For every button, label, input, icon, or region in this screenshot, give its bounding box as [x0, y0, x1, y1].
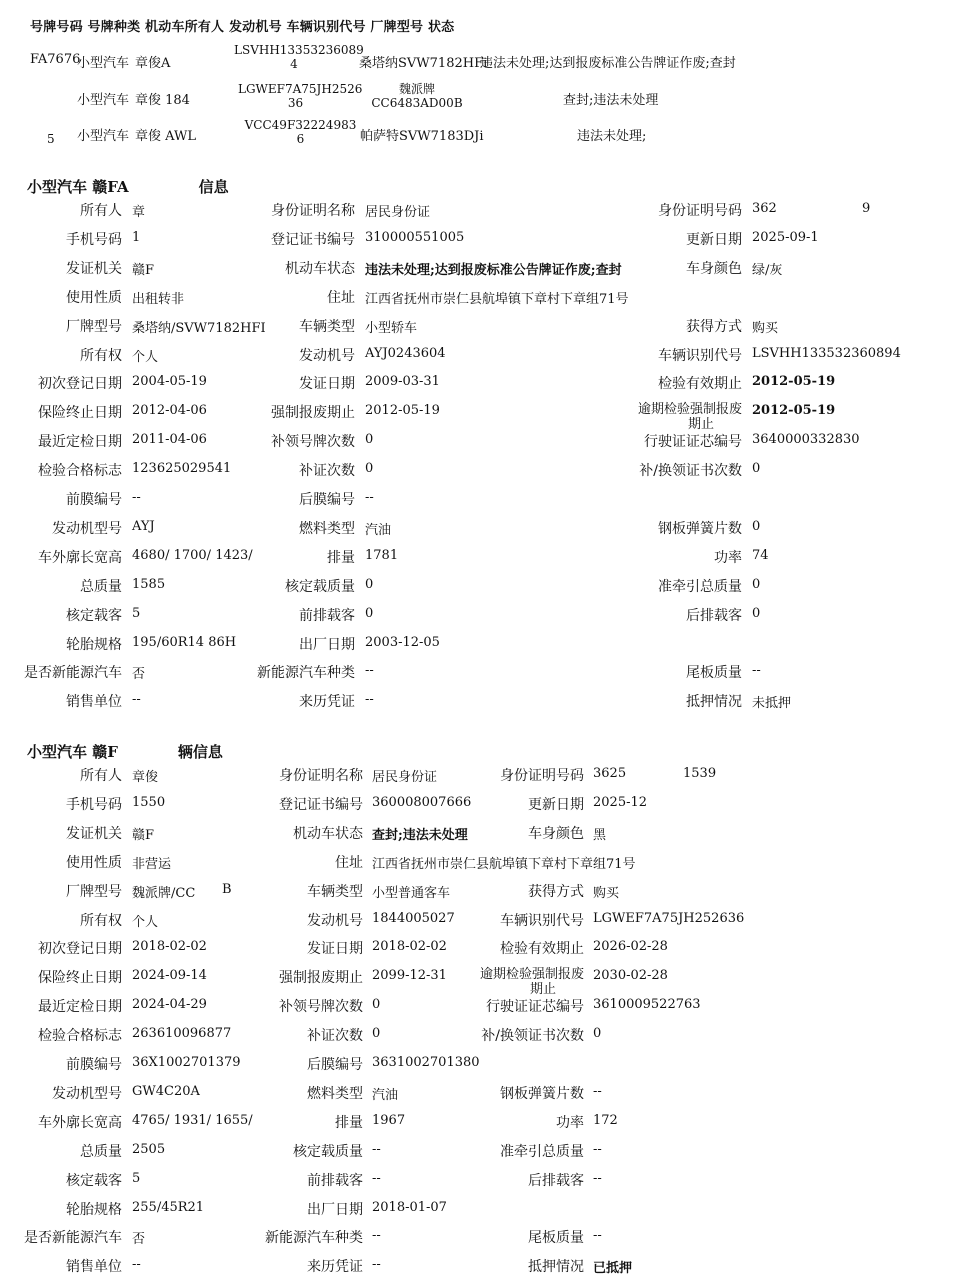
field-label: 检验有效期止 — [500, 941, 584, 958]
field-value: -- — [372, 1228, 381, 1244]
field-value: B — [222, 881, 232, 897]
field-label: 身份证明号码 — [658, 203, 742, 219]
field-label: 厂牌型号 — [66, 318, 122, 335]
field-label: 后膜编号 — [299, 492, 355, 508]
field-label: 机动车状态 — [285, 260, 355, 277]
field-label: 新能源汽车种类 — [257, 665, 355, 682]
field-value: 黑 — [593, 827, 607, 843]
field-label: 发动机型号 — [52, 1085, 122, 1102]
field-label: 补领号牌次数 — [279, 999, 363, 1016]
field-value: 1585 — [132, 576, 166, 592]
field-label: 强制报废期止 — [271, 405, 355, 422]
field-value: 桑塔纳/SVW7182HFI — [132, 320, 266, 336]
summary-owner: 章俊 184 — [135, 93, 190, 108]
field-value: 2011-04-06 — [132, 432, 207, 448]
field-label: 所有权 — [80, 347, 122, 364]
field-value: 3631002701380 — [372, 1055, 480, 1070]
field-value: 4765/ 1931/ 1655/ — [132, 1112, 253, 1128]
field-label: 销售单位 — [66, 1259, 122, 1276]
field-label: 初次登记日期 — [38, 376, 122, 393]
field-value: LGWEF7A75JH252636 — [593, 910, 745, 926]
field-label: 行驶证证芯编号 — [486, 999, 584, 1016]
field-label: 补/换领证书次数 — [639, 463, 742, 480]
field-label: 更新日期 — [686, 231, 742, 248]
field-value: 0 — [365, 432, 374, 448]
field-value: 0 — [372, 1026, 381, 1042]
field-value: 出租转非 — [132, 291, 185, 307]
field-value: 3625 — [593, 766, 627, 781]
field-label: 发动机号 — [307, 912, 363, 929]
field-label: 车辆识别代号 — [500, 912, 584, 929]
field-label: 发动机号 — [299, 347, 355, 364]
field-label: 尾板质量 — [528, 1230, 584, 1247]
field-label: 发证日期 — [299, 376, 355, 393]
field-label: 补证次数 — [299, 463, 355, 480]
field-value: 2012-05-19 — [365, 403, 440, 419]
field-value: 2505 — [132, 1141, 166, 1157]
field-label: 住址 — [327, 289, 355, 306]
field-label: 准牵引总质量 — [500, 1143, 584, 1160]
field-value: -- — [372, 1141, 381, 1157]
field-value: 绿/灰 — [752, 262, 783, 278]
field-value: 1844005027 — [372, 910, 455, 926]
field-value: 汽油 — [365, 522, 392, 538]
field-label: 来历凭证 — [307, 1259, 363, 1276]
field-value: 2012-05-19 — [752, 374, 836, 390]
field-label: 登记证书编号 — [271, 231, 355, 248]
field-value: 0 — [365, 461, 374, 477]
field-value: 否 — [132, 1232, 146, 1248]
field-value: 魏派牌/CC — [132, 885, 196, 901]
field-label: 后膜编号 — [307, 1057, 363, 1073]
field-label: 检验合格标志 — [38, 463, 122, 480]
field-label: 手机号码 — [66, 796, 122, 813]
field-label: 是否新能源汽车 — [24, 665, 122, 682]
field-value: AYJ — [132, 518, 155, 534]
field-value: AYJ0243604 — [365, 345, 446, 361]
field-label: 身份证明号码 — [500, 768, 584, 784]
field-label: 更新日期 — [528, 796, 584, 813]
field-label: 登记证书编号 — [279, 796, 363, 813]
field-label: 前膜编号 — [66, 1057, 122, 1073]
field-label: 所有人 — [80, 203, 122, 219]
field-value: 362 — [752, 201, 777, 216]
field-label: 保险终止日期 — [38, 970, 122, 987]
summary-vin: LSVHH13353236089 4 — [234, 43, 364, 71]
field-label: 轮胎规格 — [66, 636, 122, 653]
field-value: 2099-12-31 — [372, 968, 447, 984]
field-label: 出厂日期 — [307, 1201, 363, 1218]
field-label: 抵押情况 — [528, 1259, 584, 1276]
field-label: 车辆识别代号 — [658, 347, 742, 364]
summary-type: 小型汽车 — [77, 93, 130, 108]
field-value: -- — [372, 1257, 381, 1273]
field-value: 263610096877 — [132, 1026, 232, 1042]
field-label: 身份证明名称 — [279, 768, 363, 784]
field-label: 手机号码 — [66, 231, 122, 248]
field-label: 钢板弹簧片数 — [658, 520, 742, 537]
field-label: 后排载客 — [686, 607, 742, 624]
summary-type: 小型汽车 — [77, 56, 130, 71]
field-value: 居民身份证 — [365, 205, 431, 220]
field-label: 发证日期 — [307, 941, 363, 958]
field-value: 2003-12-05 — [365, 634, 440, 650]
field-value: 5 — [132, 605, 141, 621]
field-label: 轮胎规格 — [66, 1201, 122, 1218]
field-label: 车辆类型 — [299, 318, 355, 335]
field-label: 最近定检日期 — [38, 434, 122, 451]
field-value: 2024-09-14 — [132, 968, 207, 984]
field-label: 逾期检验强制报废 期止 — [637, 402, 742, 433]
field-label: 所有人 — [80, 768, 122, 784]
field-label: 核定载客 — [66, 607, 122, 624]
field-label: 检验合格标志 — [38, 1028, 122, 1045]
field-label: 住址 — [335, 854, 363, 871]
section-title: 小型汽车 赣F 辆信息 — [27, 743, 223, 761]
field-value: 查封;违法未处理 — [372, 827, 468, 843]
field-label: 发证机关 — [66, 825, 122, 842]
field-value: 0 — [752, 518, 761, 534]
summary-owner: 章俊A — [135, 56, 171, 71]
field-value: 2024-04-29 — [132, 997, 207, 1013]
field-label: 最近定检日期 — [38, 999, 122, 1016]
field-label: 前膜编号 — [66, 492, 122, 508]
field-label: 来历凭证 — [299, 694, 355, 711]
field-value: -- — [593, 1141, 602, 1157]
field-value: 1 — [132, 229, 141, 245]
field-value: 小型普通客车 — [372, 885, 451, 901]
field-label: 核定载质量 — [293, 1143, 363, 1160]
field-value: 2030-02-28 — [593, 968, 668, 984]
field-value: 2009-03-31 — [365, 374, 440, 390]
field-value: 个人 — [132, 349, 159, 365]
field-value: -- — [365, 490, 374, 505]
field-label: 尾板质量 — [686, 665, 742, 682]
field-value: 0 — [752, 605, 761, 621]
field-label: 补领号牌次数 — [271, 434, 355, 451]
field-value: -- — [593, 1083, 602, 1099]
field-label: 排量 — [327, 549, 355, 566]
field-label: 燃料类型 — [299, 520, 355, 537]
summary-status: 查封;违法未处理 — [563, 93, 659, 108]
table-header: 号牌号码 号牌种类 机动车所有人 发动机号 车辆识别代号 厂牌型号 状态 — [30, 20, 455, 35]
field-value: 1781 — [365, 547, 399, 563]
field-value: 违法未处理;达到报废标准公告牌证作废;查封 — [365, 262, 622, 278]
field-value: 2025-12 — [593, 794, 648, 810]
field-value: 已抵押 — [593, 1261, 633, 1277]
field-value: 255/45R21 — [132, 1199, 205, 1215]
summary-model: 魏派牌 CC6483AD00B — [371, 82, 463, 110]
field-value: 小型轿车 — [365, 320, 418, 336]
summary-type: 小型汽车 — [77, 129, 130, 144]
field-value: -- — [132, 1257, 141, 1273]
field-value: 赣F — [132, 827, 155, 843]
field-value: 江西省抚州市崇仁县航埠镇下章村下章组71号 — [365, 291, 629, 307]
field-label: 车外廓长宽高 — [38, 1114, 122, 1131]
field-label: 抵押情况 — [686, 694, 742, 711]
field-label: 使用性质 — [66, 854, 122, 871]
field-value: LSVHH133532360894 — [752, 345, 901, 361]
field-value: 2018-02-02 — [372, 939, 447, 955]
field-label: 获得方式 — [686, 318, 742, 335]
field-value: 赣F — [132, 262, 155, 278]
field-label: 行驶证证芯编号 — [644, 434, 742, 451]
field-label: 新能源汽车种类 — [265, 1230, 363, 1247]
field-value: 未抵押 — [752, 696, 792, 712]
summary-model: 帕萨特SVW7183DJi — [360, 129, 484, 144]
field-label: 机动车状态 — [293, 825, 363, 842]
field-value: 0 — [365, 605, 374, 621]
field-label: 是否新能源汽车 — [24, 1230, 122, 1247]
field-label: 前排载客 — [307, 1172, 363, 1189]
field-label: 使用性质 — [66, 289, 122, 306]
field-label: 出厂日期 — [299, 636, 355, 653]
field-value: 74 — [752, 547, 769, 563]
field-value: 购买 — [752, 320, 779, 336]
field-value: 1967 — [372, 1112, 406, 1128]
field-value: 2018-01-07 — [372, 1199, 447, 1215]
field-value: -- — [132, 490, 141, 505]
field-value: 360008007666 — [372, 794, 472, 810]
field-value: -- — [593, 1228, 602, 1244]
field-label: 车外廓长宽高 — [38, 549, 122, 566]
field-label: 核定载质量 — [285, 578, 355, 595]
field-value: 2025-09-1 — [752, 229, 819, 245]
field-value: 居民身份证 — [372, 770, 438, 785]
field-label: 功率 — [556, 1114, 584, 1131]
field-value: 2012-04-06 — [132, 403, 207, 419]
field-label: 功率 — [714, 549, 742, 566]
field-label: 所有权 — [80, 912, 122, 929]
field-label: 发动机型号 — [52, 520, 122, 537]
section-title: 小型汽车 赣FA 信息 — [27, 178, 229, 196]
field-label: 后排载客 — [528, 1172, 584, 1189]
field-value: 个人 — [132, 914, 159, 930]
field-value: 3610009522763 — [593, 997, 701, 1013]
summary-plate: 5 — [47, 132, 55, 146]
field-value: -- — [365, 663, 374, 679]
field-label: 准牵引总质量 — [658, 578, 742, 595]
field-value: 购买 — [593, 885, 620, 901]
field-value: 否 — [132, 667, 146, 683]
field-value: 汽油 — [372, 1087, 399, 1103]
field-value: 5 — [132, 1170, 141, 1186]
field-value: 310000551005 — [365, 229, 465, 245]
field-label: 补/换领证书次数 — [481, 1028, 584, 1045]
field-label: 车身颜色 — [686, 260, 742, 277]
field-value: 172 — [593, 1112, 618, 1128]
field-value: 章俊 — [132, 770, 159, 785]
field-label: 车身颜色 — [528, 825, 584, 842]
field-label: 核定载客 — [66, 1172, 122, 1189]
field-value: 2026-02-28 — [593, 939, 668, 955]
field-label: 补证次数 — [307, 1028, 363, 1045]
field-label: 初次登记日期 — [38, 941, 122, 958]
field-value: 0 — [752, 576, 761, 592]
field-value: 2018-02-02 — [132, 939, 207, 955]
field-value: 36X1002701379 — [132, 1055, 241, 1070]
field-value: -- — [372, 1170, 381, 1186]
field-value: 2012-05-19 — [752, 403, 836, 419]
field-value: -- — [593, 1170, 602, 1186]
field-label: 保险终止日期 — [38, 405, 122, 422]
field-label: 总质量 — [80, 1143, 122, 1160]
summary-plate: FA7676 — [30, 52, 81, 67]
summary-vin: LGWEF7A75JH2526 36 — [238, 82, 363, 110]
summary-status: 违法未处理; — [577, 129, 647, 144]
field-label: 燃料类型 — [307, 1085, 363, 1102]
field-value: 1550 — [132, 794, 166, 810]
field-label: 排量 — [335, 1114, 363, 1131]
field-value: -- — [132, 692, 141, 708]
field-value: 195/60R14 86H — [132, 634, 237, 650]
field-value: 0 — [593, 1026, 602, 1042]
field-label: 车辆类型 — [307, 883, 363, 900]
field-value: 0 — [365, 576, 374, 592]
field-label: 厂牌型号 — [66, 883, 122, 900]
summary-owner: 章俊 AWL — [135, 129, 196, 144]
field-value: 3640000332830 — [752, 432, 860, 448]
field-value: 2004-05-19 — [132, 374, 207, 390]
summary-vin: VCC49F32224983 6 — [244, 118, 357, 146]
field-label: 强制报废期止 — [279, 970, 363, 987]
field-value: GW4C20A — [132, 1083, 200, 1099]
field-label: 逾期检验强制报废 期止 — [479, 967, 584, 998]
field-label: 身份证明名称 — [271, 203, 355, 219]
field-value: 9 — [862, 201, 871, 216]
field-value: 0 — [372, 997, 381, 1013]
field-label: 总质量 — [80, 578, 122, 595]
field-value: 4680/ 1700/ 1423/ — [132, 547, 253, 563]
field-value: 章 — [132, 205, 146, 220]
field-label: 前排载客 — [299, 607, 355, 624]
field-label: 销售单位 — [66, 694, 122, 711]
field-label: 获得方式 — [528, 883, 584, 900]
field-value: -- — [365, 692, 374, 708]
field-value: 0 — [752, 461, 761, 477]
field-label: 发证机关 — [66, 260, 122, 277]
field-value: -- — [752, 663, 761, 679]
field-value: 江西省抚州市崇仁县航埠镇下章村下章组71号 — [372, 856, 636, 872]
field-value: 1539 — [683, 766, 717, 781]
summary-model: 桑塔纳SVW7182HFi — [359, 56, 488, 71]
field-value: 123625029541 — [132, 461, 232, 477]
field-label: 检验有效期止 — [658, 376, 742, 393]
field-value: 非营运 — [132, 856, 172, 872]
field-label: 钢板弹簧片数 — [500, 1085, 584, 1102]
summary-status: 违法未处理;达到报废标准公告牌证作废;查封 — [480, 56, 736, 71]
